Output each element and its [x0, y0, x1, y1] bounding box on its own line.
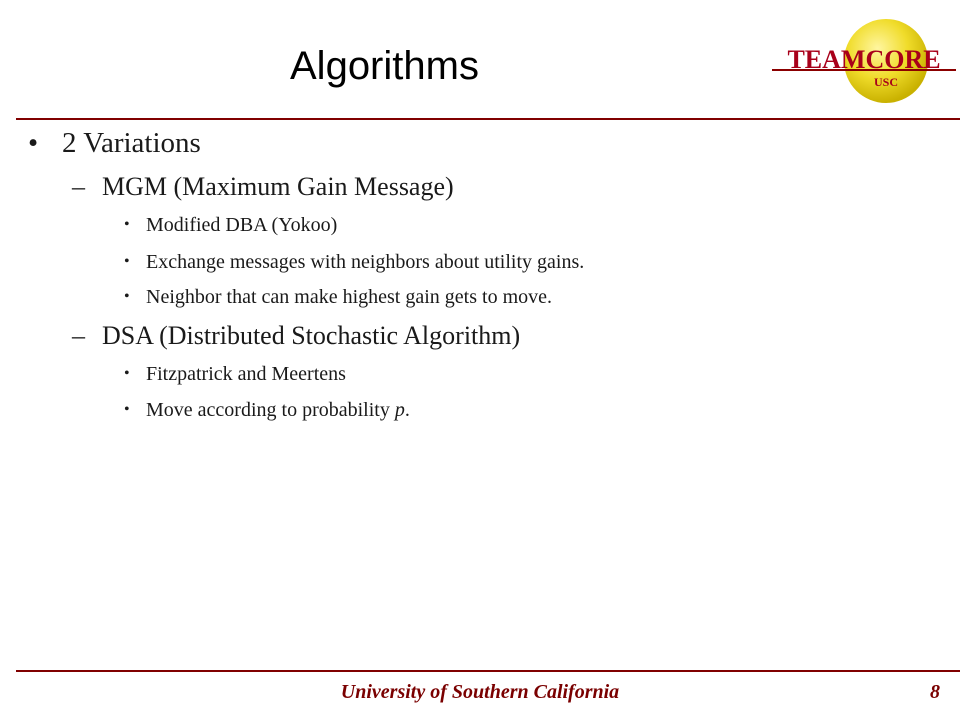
bullet-dot: •: [124, 216, 130, 233]
footer-divider: [16, 670, 960, 672]
dsa-item-text: Fitzpatrick and Meertens: [146, 363, 346, 385]
mgm-item-text: Neighbor that can make highest gain gets to move.: [146, 286, 553, 308]
bullet-dot: •: [124, 288, 130, 305]
mgm-item: [124, 284, 552, 310]
subbullet-mgm: [72, 171, 454, 203]
mgm-item-text: Modified DBA (Yokoo): [146, 214, 338, 236]
page-number: 8: [930, 681, 940, 703]
bullet-dot: •: [124, 365, 130, 382]
logo-main-text: TEAMCORE: [787, 45, 941, 74]
bullet-dot: •: [28, 127, 39, 159]
dash-marker: –: [72, 321, 85, 350]
mgm-item: [124, 249, 584, 275]
mgm-item: [124, 212, 337, 238]
bullet-dot: •: [124, 253, 130, 270]
bullet-dot: •: [124, 401, 130, 418]
slide-title: Algorithms: [290, 44, 479, 88]
subbullet-dsa: [72, 320, 520, 352]
teamcore-logo: [768, 16, 960, 108]
dsa-item: [124, 397, 410, 423]
dash-marker: –: [72, 172, 85, 201]
logo-sub-text: USC: [873, 75, 899, 89]
footer-institution: University of Southern California: [340, 681, 620, 703]
dsa-item: [124, 361, 346, 387]
header-divider: [16, 118, 960, 120]
dsa-item-text: Move according to probability: [146, 399, 395, 421]
subbullet-dsa-text: DSA (Distributed Stochastic Algorithm): [102, 321, 521, 350]
subbullet-mgm-text: MGM (Maximum Gain Message): [102, 172, 454, 201]
bullet-main-text: 2 Variations: [62, 127, 201, 159]
probability-variable: p: [394, 399, 405, 421]
probability-suffix: .: [404, 399, 410, 421]
bullet-main: [28, 125, 201, 161]
mgm-item-text: Exchange messages with neighbors about utility gains.: [146, 251, 585, 273]
teamcore-logo-graphic: [768, 16, 960, 108]
